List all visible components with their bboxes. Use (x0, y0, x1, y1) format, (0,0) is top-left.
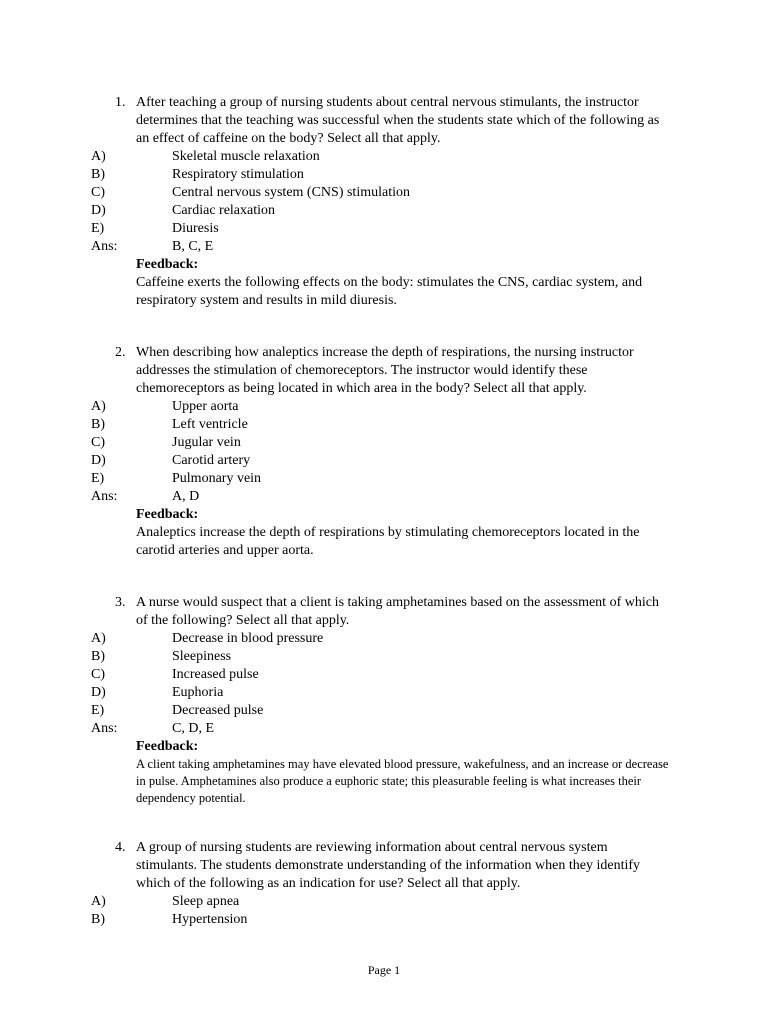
option-d (91, 202, 671, 220)
option-b (91, 648, 671, 666)
option-text: Sleepiness (172, 649, 232, 664)
option-e (91, 220, 671, 238)
feedback-label: Feedback: (136, 507, 199, 522)
page-footer (0, 962, 768, 978)
question-stem (91, 344, 671, 398)
option-letter: A) (91, 894, 106, 909)
answer-label: Ans: (91, 721, 118, 736)
question-text: After teaching a group of nursing students about central nervous stimulants, the instructor determines that the teaching was successful when the students state which of the following as an effect of caffeine on the body? Select all that apply. (136, 95, 660, 146)
answer-label: Ans: (91, 489, 118, 504)
question-stem (91, 839, 671, 893)
option-text: Sleep apnea (172, 894, 240, 909)
question-number: 2. (115, 345, 126, 360)
feedback-text: Caffeine exerts the following effects on the body: stimulates the CNS, cardiac system, and respiratory system and results in mild diuresis. (136, 275, 643, 308)
option-c (91, 184, 671, 202)
option-text: Jugular vein (172, 435, 241, 450)
option-text: Cardiac relaxation (172, 203, 276, 218)
option-a (91, 398, 671, 416)
answer-label: Ans: (91, 239, 118, 254)
option-letter: C) (91, 185, 105, 200)
option-text: Upper aorta (172, 399, 239, 414)
option-letter: E) (91, 703, 105, 718)
feedback-text: A client taking amphetamines may have elevated blood pressure, wakefulness, and an increase or decrease in pulse. Amphetamines also produce a euphoric state; this pleasurable feeling is what increases their dependency potential. (136, 757, 669, 805)
feedback-label: Feedback: (136, 257, 199, 272)
option-d (91, 684, 671, 702)
option-letter: A) (91, 149, 106, 164)
option-a (91, 630, 671, 648)
option-letter: C) (91, 667, 105, 682)
option-letter: D) (91, 203, 106, 218)
answer-value: B, C, E (172, 239, 214, 254)
option-letter: B) (91, 417, 105, 432)
option-letter: A) (91, 399, 106, 414)
question-3 (91, 594, 671, 807)
option-d (91, 452, 671, 470)
option-letter: A) (91, 631, 106, 646)
option-text: Euphoria (172, 685, 224, 700)
question-2 (91, 344, 671, 560)
option-c (91, 434, 671, 452)
option-c (91, 666, 671, 684)
option-letter: D) (91, 685, 106, 700)
option-b (91, 911, 671, 929)
option-text: Decreased pulse (172, 703, 264, 718)
option-text: Carotid artery (172, 453, 251, 468)
question-text: When describing how analeptics increase the depth of respirations, the nursing instructor addresses the stimulation of chemoreceptors. The instructor would identify these chemoreceptors as being located in which area in the body? Select all that apply. (136, 345, 634, 396)
option-text: Increased pulse (172, 667, 259, 682)
option-text: Respiratory stimulation (172, 167, 304, 182)
question-stem (91, 94, 671, 148)
question-number: 1. (115, 95, 126, 110)
answer-value: A, D (172, 489, 200, 504)
option-text: Pulmonary vein (172, 471, 262, 486)
option-text: Central nervous system (CNS) stimulation (172, 185, 410, 200)
option-letter: C) (91, 435, 105, 450)
option-text: Hypertension (172, 912, 248, 927)
option-text: Diuresis (172, 221, 219, 236)
question-number: 4. (115, 840, 126, 855)
option-e (91, 470, 671, 488)
option-a (91, 148, 671, 166)
answer-row (91, 238, 671, 256)
option-text: Decrease in blood pressure (172, 631, 324, 646)
option-text: Skeletal muscle relaxation (172, 149, 320, 164)
answer-row (91, 720, 671, 738)
page-number: Page 1 (367, 963, 401, 977)
feedback-label: Feedback: (136, 739, 199, 754)
question-1 (91, 94, 671, 310)
option-a (91, 893, 671, 911)
option-e (91, 702, 671, 720)
answer-row (91, 488, 671, 506)
answer-value: C, D, E (172, 721, 214, 736)
option-letter: B) (91, 649, 105, 664)
question-text: A group of nursing students are reviewing information about central nervous system stimulants. The students demonstrate understanding of the information when they identify which of the following as an indication for use? Select all that apply. (136, 840, 641, 891)
option-b (91, 166, 671, 184)
option-letter: D) (91, 453, 106, 468)
option-text: Left ventricle (172, 417, 248, 432)
question-stem (91, 594, 671, 630)
option-letter: E) (91, 221, 105, 236)
feedback-text: Analeptics increase the depth of respirations by stimulating chemoreceptors located in the carotid arteries and upper aorta. (136, 525, 640, 558)
option-letter: B) (91, 912, 105, 927)
option-letter: E) (91, 471, 105, 486)
question-text: A nurse would suspect that a client is taking amphetamines based on the assessment of which of the following? Select all that apply. (136, 595, 659, 628)
question-number: 3. (115, 595, 126, 610)
option-letter: B) (91, 167, 105, 182)
option-b (91, 416, 671, 434)
question-4 (91, 839, 671, 929)
